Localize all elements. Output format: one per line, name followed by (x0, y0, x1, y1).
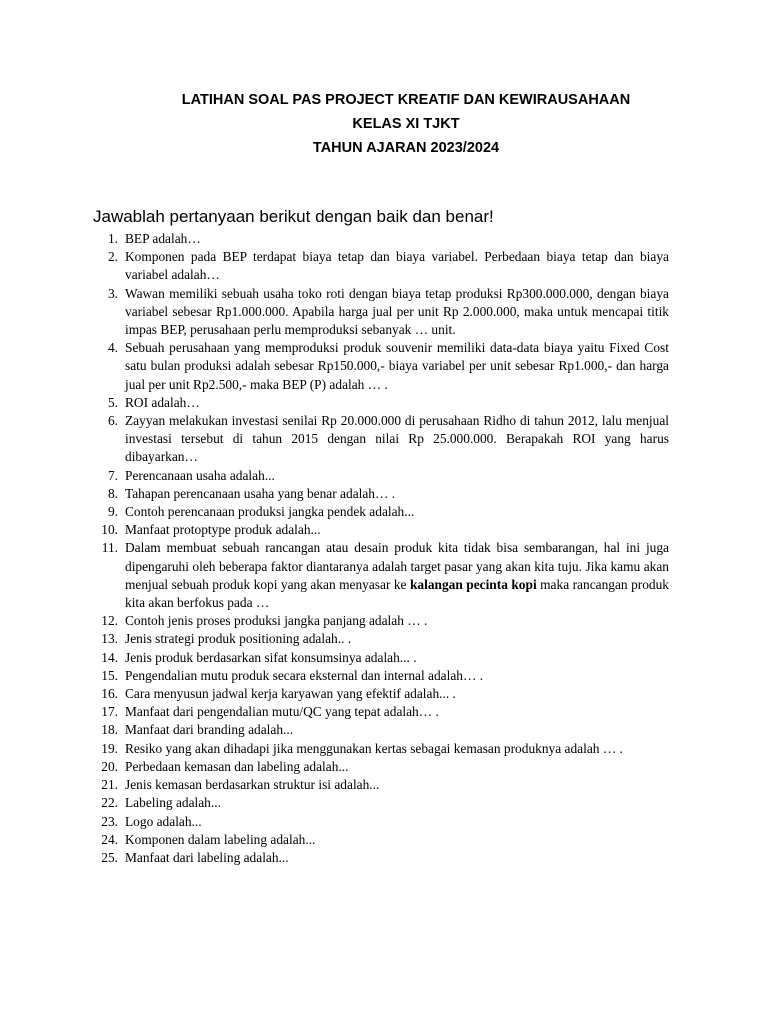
question-number: 11. (101, 540, 118, 556)
question-item (93, 285, 669, 340)
question-text-part: maka rancangan produk kita akan berfokus pada … (125, 576, 669, 611)
question-item (93, 685, 669, 703)
question-number: 15. (101, 667, 118, 683)
question-number: 17. (101, 704, 118, 720)
question-text-part: Dalam membuat sebuah rancangan atau desain produk kita tidak bisa sembarangan, hal ini juga dipengaruhi oleh beberapa faktor diantaranya adalah target pasar yang akan kita tuju. Jika kamu akan menjual sebuah produk kopi yang akan menyasar ke (125, 540, 669, 592)
question-number: 8. (107, 485, 118, 501)
question-item (93, 485, 669, 503)
question-number: 21. (101, 777, 118, 793)
question-item (93, 849, 669, 867)
question-text: Sebuah perusahaan yang memproduksi produk souvenir memiliki data-data biaya yaitu Fixed Cost satu bulan produksi adalah sebesar Rp150.000,- biaya variabel per unit sebesar Rp1.000,- dan harga jual per unit Rp2.500,- maka BEP (P) adalah … . (125, 340, 669, 392)
question-text: ROI adalah… (125, 394, 200, 410)
question-item (93, 503, 669, 521)
question-item (93, 521, 669, 539)
header-year: TAHUN AJARAN 2023/2024 (312, 140, 500, 156)
question-text (125, 539, 669, 612)
question-item (93, 467, 669, 485)
question-number: 12. (101, 613, 118, 629)
question-number: 3. (107, 285, 118, 301)
question-item (93, 794, 669, 812)
question-item (93, 394, 669, 412)
header-title: LATIHAN SOAL PAS PROJECT KREATIF DAN KEWIRAUSAHAAN (181, 92, 631, 108)
question-text: Perbedaan kemasan dan labeling adalah... (125, 758, 349, 774)
question-number: 7. (107, 467, 118, 483)
question-text: Labeling adalah... (125, 795, 221, 811)
question-text: Contoh perencanaan produksi jangka pendek adalah... (125, 504, 415, 520)
question-text: Jenis produk berdasarkan sifat konsumsinya adalah... . (125, 649, 417, 665)
question-number: 24. (101, 831, 118, 847)
question-text: Pengendalian mutu produk secara eksternal dan internal adalah… . (125, 667, 484, 683)
question-emphasis: kalangan pecinta kopi (409, 576, 537, 592)
header-class: KELAS XI TJKT (352, 116, 460, 132)
question-text: Resiko yang akan dihadapi jika menggunakan kertas sebagai kemasan produknya adalah … . (125, 740, 623, 756)
question-text: Manfaat dari branding adalah... (125, 722, 294, 738)
question-number: 18. (101, 722, 118, 738)
question-text: Manfaat dari pengendalian mutu/QC yang tepat adalah… . (125, 704, 439, 720)
question-text: BEP adalah… (125, 231, 201, 246)
question-item (93, 758, 669, 776)
instruction-text: Jawablah pertanyaan berikut dengan baik dan benar! (93, 207, 494, 226)
question-text: Komponen pada BEP terdapat biaya tetap dan biaya variabel. Perbedaan biaya tetap dan biaya variabel adalah… (125, 249, 669, 283)
question-text: Wawan memiliki sebuah usaha toko roti dengan biaya tetap produksi Rp300.000.000, dengan biaya variabel sebesar Rp1.000.000. Apabila harga jual per unit Rp 2.000.000, maka untuk mencapai titik impas BEP, perusahaan perlu memproduksi sebanyak … unit. (125, 285, 669, 338)
question-number: 2. (107, 249, 118, 265)
question-number: 4. (107, 340, 118, 356)
question-item (93, 703, 669, 721)
question-number: 23. (101, 813, 118, 829)
question-item (93, 412, 669, 467)
question-number: 19. (101, 740, 118, 756)
question-item (93, 630, 669, 648)
question-number: 13. (101, 631, 118, 647)
question-number: 25. (101, 849, 118, 865)
question-item (93, 612, 669, 630)
question-text: Jenis strategi produk positioning adalah.. . (125, 631, 352, 647)
question-text: Logo adalah... (125, 813, 202, 829)
document-header (0, 88, 768, 160)
question-text: Cara menyusun jadwal kerja karyawan yang efektif adalah... . (125, 686, 456, 702)
question-item (93, 831, 669, 849)
question-text: Komponen dalam labeling adalah... (125, 831, 316, 847)
question-text: Tahapan perencanaan usaha yang benar adalah… . (125, 485, 396, 501)
question-number: 9. (107, 504, 118, 520)
question-number: 10. (101, 522, 118, 538)
question-item (93, 339, 669, 394)
question-item (93, 813, 669, 831)
question-text: Jenis kemasan berdasarkan struktur isi adalah... (125, 777, 380, 793)
question-number: 20. (101, 758, 118, 774)
question-item (93, 248, 669, 284)
question-list (93, 230, 669, 867)
question-number: 22. (101, 795, 118, 811)
question-item (93, 721, 669, 739)
question-number: 16. (101, 686, 118, 702)
question-number: 14. (101, 649, 118, 665)
question-text: Perencanaan usaha adalah... (125, 467, 275, 483)
question-text: Manfaat protoptype produk adalah... (125, 522, 321, 538)
question-item (93, 776, 669, 794)
question-number: 6. (107, 413, 118, 429)
question-item (93, 539, 669, 612)
question-item (93, 667, 669, 685)
question-item (93, 230, 669, 248)
question-number: 5. (107, 394, 118, 410)
question-text: Contoh jenis proses produksi jangka panjang adalah … . (125, 613, 428, 629)
question-item (93, 740, 669, 758)
question-text: Manfaat dari labeling adalah... (125, 849, 289, 865)
question-item (93, 649, 669, 667)
question-number: 1. (107, 231, 118, 246)
question-text: Zayyan melakukan investasi senilai Rp 20.000.000 di perusahaan Ridho di tahun 2012, lalu menjual investasi tersebut di tahun 2015 dengan nilai Rp 25.000.000. Berapakah ROI yang harus dibayarkan… (125, 413, 669, 465)
